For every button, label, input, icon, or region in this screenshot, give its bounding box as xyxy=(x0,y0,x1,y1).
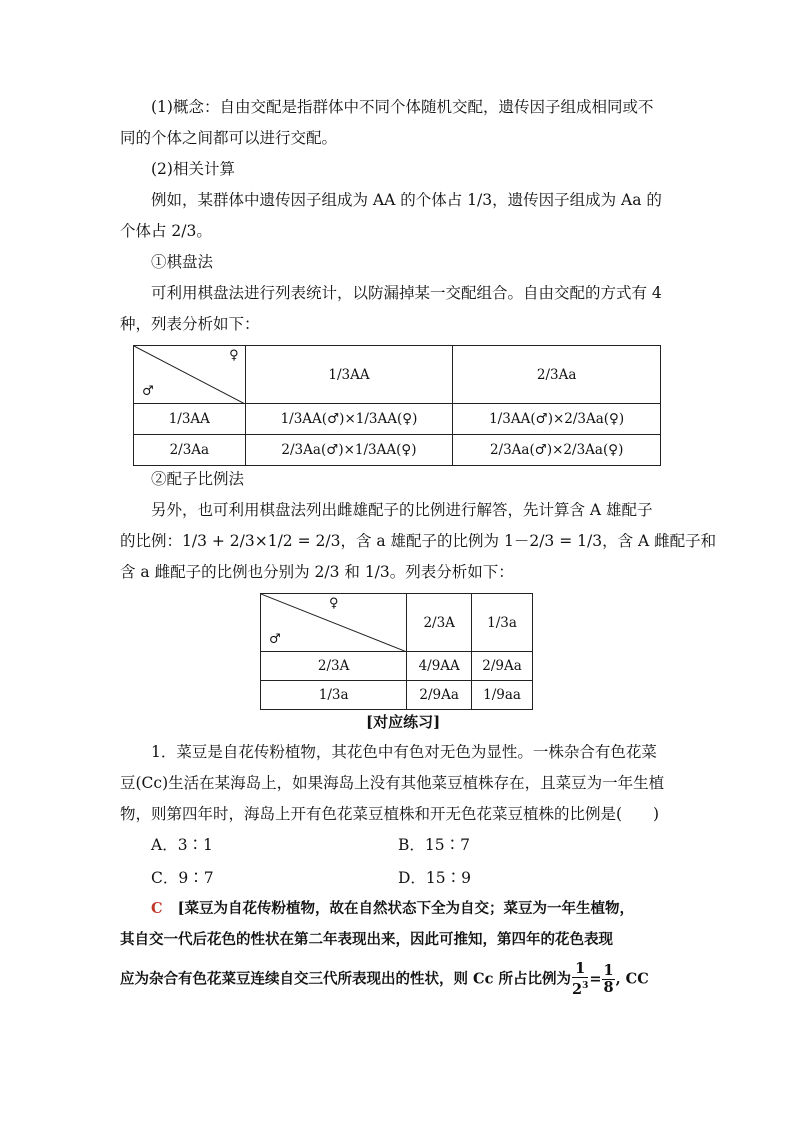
table-row-header: 1/3a xyxy=(261,681,407,710)
related-calc-heading: (2)相关计算 xyxy=(151,160,235,178)
method2-line-1: 另外，也可利用棋盘法列出雌雄配子的比例进行解答，先计算含 A 雄配子 xyxy=(151,501,653,519)
method2-line-2: 的比例：1/3 + 2/3×1/2 = 2/3，含 a 雄配子的比例为 1－2/3 = 1/3，含 A 雌配子和 xyxy=(120,532,717,550)
table-col-header: 2/3A xyxy=(407,594,472,652)
table-gametes xyxy=(260,593,533,710)
answer-text-1: [菜豆为自花传粉植物，故在自然状态下全为自交；菜豆为一年生植物， xyxy=(177,900,634,917)
table-col-header: 2/3Aa xyxy=(453,346,661,404)
male-symbol: ♂ xyxy=(142,384,154,399)
table-cell: 4/9AA xyxy=(407,652,472,681)
table-cell: 2/3Aa(♂)×1/3AA(♀) xyxy=(245,435,453,466)
method1-heading: ①棋盘法 xyxy=(151,253,214,271)
female-symbol: ♀ xyxy=(229,348,239,363)
female-symbol: ♀ xyxy=(329,596,339,611)
answer-line-2: 其自交一代后花色的性状在第二年表现出来，因此可推知，第四年的花色表现 xyxy=(120,931,613,948)
example-line-2: 个体占 2/3。 xyxy=(120,222,212,240)
question-line-1: 1．菜豆是自花传粉植物，其花色中有色对无色为显性。一株杂合有色花菜 xyxy=(151,743,657,761)
table-row-header: 2/3A xyxy=(261,652,407,681)
table-corner-cell xyxy=(134,346,246,404)
table-row-header: 2/3Aa xyxy=(134,435,246,466)
option-c: C．9∶7 xyxy=(151,869,214,887)
method2-line-3: 含 a 雌配子的比例也分别为 2/3 和 1/3。列表分析如下： xyxy=(120,563,514,581)
example-line-1: 例如，某群体中遗传因子组成为 AA 的个体占 1/3，遗传因子组成为 Aa 的 xyxy=(151,191,662,209)
table-cell: 1/9aa xyxy=(472,681,533,710)
table-corner-cell xyxy=(261,594,407,652)
answer-line-1 xyxy=(151,899,634,919)
table-checkerboard xyxy=(133,345,661,466)
exercise-heading: [对应练习] xyxy=(366,713,441,731)
option-b: B．15∶7 xyxy=(398,836,470,854)
answer-text-3: 应为杂合有色花菜豆连续自交三代所表现出的性状，则 Cc 所占比例为 xyxy=(120,970,571,988)
answer-text-3-tail: , CC xyxy=(615,970,649,988)
equals-sign: = xyxy=(589,970,602,988)
table-cell: 2/3Aa(♂)×2/3Aa(♀) xyxy=(453,435,661,466)
table-cell: 2/9Aa xyxy=(472,652,533,681)
answer-letter: C xyxy=(151,900,163,917)
male-symbol: ♂ xyxy=(269,632,281,647)
question-line-2: 豆(Cc)生活在某海岛上，如果海岛上没有其他菜豆植株存在，且菜豆为一年生植 xyxy=(120,774,665,792)
answer-line-3 xyxy=(120,961,649,998)
table-cell: 1/3AA(♂)×1/3AA(♀) xyxy=(245,404,453,435)
option-d: D．15∶9 xyxy=(398,869,472,887)
option-a: A．3∶1 xyxy=(151,836,213,854)
method2-heading: ②配子比例法 xyxy=(151,470,245,488)
concept-line-2: 同的个体之间都可以进行交配。 xyxy=(120,129,338,147)
method1-line-2: 种，列表分析如下： xyxy=(120,315,260,333)
table-cell: 2/9Aa xyxy=(407,681,472,710)
fraction-one-over-two-cubed: $\frac{1}{2^3}$ xyxy=(571,960,589,998)
table-col-header: 1/3AA xyxy=(245,346,453,404)
table-cell: 1/3AA(♂)×2/3Aa(♀) xyxy=(453,404,661,435)
concept-line-1: (1)概念：自由交配是指群体中不同个体随机交配，遗传因子组成相同或不 xyxy=(151,98,654,116)
method1-line-1: 可利用棋盘法进行列表统计，以防漏掉某一交配组合。自由交配的方式有 4 xyxy=(151,284,662,302)
fraction-one-eighth: $\frac{1}{8}$ xyxy=(603,961,614,996)
table-row-header: 1/3AA xyxy=(134,404,246,435)
question-line-3: 物，则第四年时，海岛上开有色花菜豆植株和开无色花菜豆植株的比例是( ) xyxy=(120,805,660,823)
table-col-header: 1/3a xyxy=(472,594,533,652)
